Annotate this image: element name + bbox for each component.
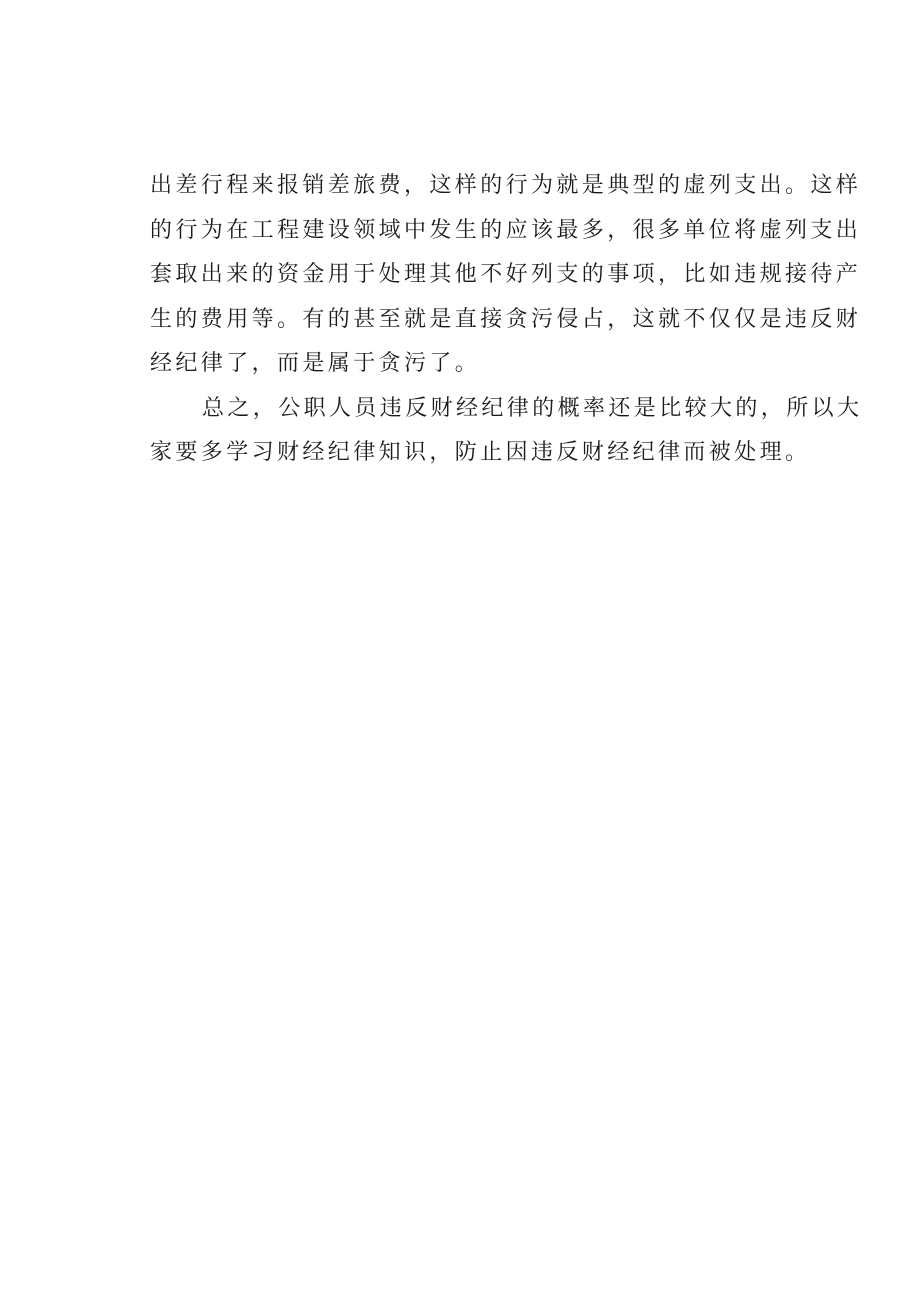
body-text — [150, 164, 863, 476]
paragraph — [150, 164, 862, 387]
text-line: 的行为在工程建设领域中发生的应该最多，很多单位将虚列支出 — [150, 217, 862, 243]
text-line: 套取出来的资金用于处理其他不好列支的事项，比如违规接待产 — [150, 262, 862, 287]
text-line: 生的费用等。有的甚至就是直接贪污侵占，这就不仅仅是违反财 — [150, 306, 862, 332]
text-line: 家要多学习财经纪律知识，防止因违反财经纪律而被处理。 — [150, 440, 811, 465]
text-line: 经纪律了，而是属于贪污了。 — [150, 351, 481, 376]
text-line: 出差行程来报销差旅费，这样的行为就是典型的虚列支出。这样 — [150, 173, 862, 198]
text-line: 总之，公职人员违反财经纪律的概率还是比较大的，所以大 — [202, 395, 863, 421]
paragraph — [150, 387, 863, 476]
